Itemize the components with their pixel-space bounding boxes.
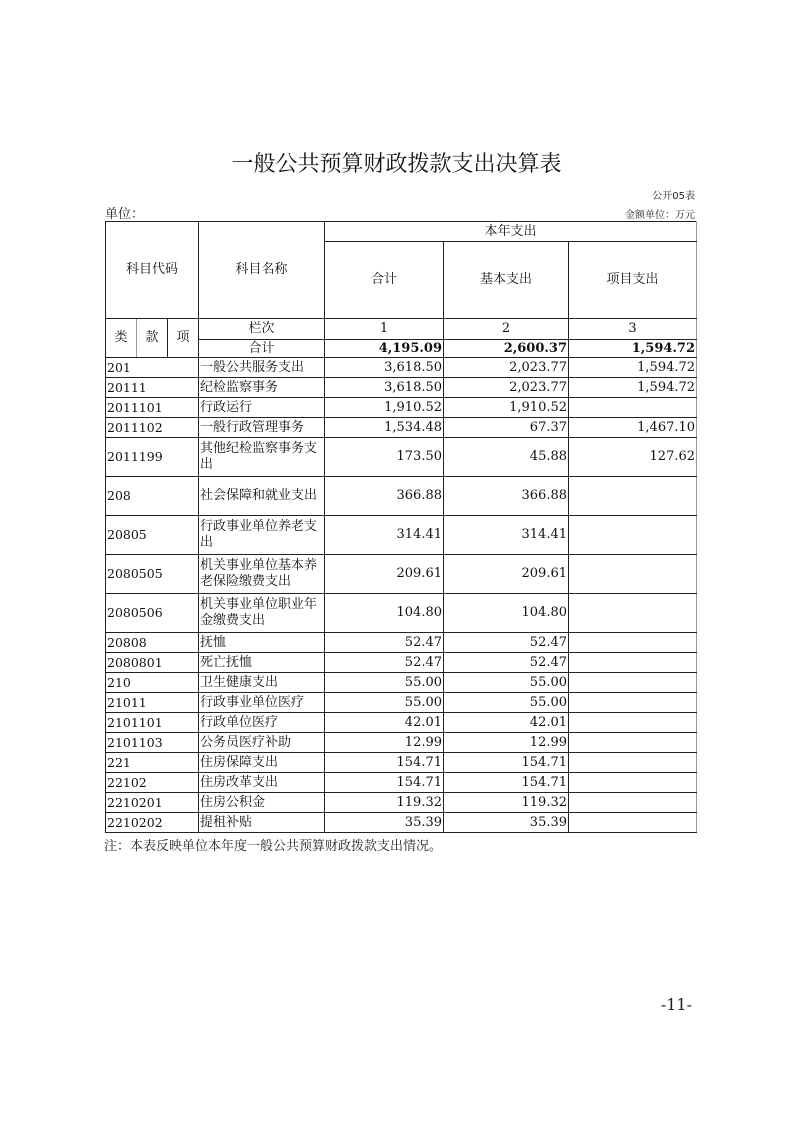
column-index-label: 栏次 (199, 319, 325, 340)
row-name: 一般公共服务支出 (199, 358, 325, 378)
header-item: 项 (168, 319, 199, 358)
row-total: 35.39 (325, 813, 444, 833)
table-row (106, 418, 697, 438)
row-code: 21011 (106, 693, 199, 713)
header-class: 类 (106, 319, 137, 358)
row-name: 住房公积金 (199, 793, 325, 813)
row-code: 2011199 (106, 438, 199, 477)
row-total: 12.99 (325, 733, 444, 753)
row-project (569, 398, 697, 418)
row-name: 行政事业单位医疗 (199, 693, 325, 713)
table-note: 注：本表反映单位本年度一般公共预算财政拨款支出情况。 (104, 839, 443, 854)
row-code: 2210202 (106, 813, 199, 833)
row-project (569, 673, 697, 693)
header-section: 款 (137, 319, 168, 358)
row-project (569, 516, 697, 555)
row-total: 1,910.52 (325, 398, 444, 418)
table-row (106, 653, 697, 673)
row-total: 1,534.48 (325, 418, 444, 438)
document-title: 一般公共预算财政拨款支出决算表 (231, 152, 562, 177)
table-row (106, 813, 697, 833)
row-total: 209.61 (325, 555, 444, 594)
row-total: 173.50 (325, 438, 444, 477)
header-total: 合计 (325, 242, 444, 319)
table-row (106, 378, 697, 398)
total-row-total: 4,195.09 (325, 340, 444, 358)
row-project: 127.62 (569, 438, 697, 477)
row-project (569, 713, 697, 733)
row-name: 死亡抚恤 (199, 653, 325, 673)
column-index-1: 1 (325, 319, 444, 340)
form-number: 公开05表 (652, 191, 695, 202)
row-total: 55.00 (325, 673, 444, 693)
row-code: 20111 (106, 378, 199, 398)
table-row (106, 693, 697, 713)
row-basic: 42.01 (444, 713, 569, 733)
row-project (569, 793, 697, 813)
row-code: 2011102 (106, 418, 199, 438)
table-row (106, 633, 697, 653)
table-row (106, 594, 697, 633)
row-basic: 209.61 (444, 555, 569, 594)
row-project (569, 693, 697, 713)
row-project (569, 555, 697, 594)
row-total: 3,618.50 (325, 378, 444, 398)
table-row (106, 438, 697, 477)
row-code: 22102 (106, 773, 199, 793)
table-row (106, 733, 697, 753)
row-total: 55.00 (325, 693, 444, 713)
page-number: -11- (660, 995, 692, 1014)
table-row (106, 713, 697, 733)
row-basic: 366.88 (444, 477, 569, 516)
row-code: 2080505 (106, 555, 199, 594)
row-code: 2101101 (106, 713, 199, 733)
header-project-expenditure: 项目支出 (569, 242, 697, 319)
row-name: 提租补贴 (199, 813, 325, 833)
row-name: 一般行政管理事务 (199, 418, 325, 438)
row-name: 行政运行 (199, 398, 325, 418)
row-total: 104.80 (325, 594, 444, 633)
row-total: 119.32 (325, 793, 444, 813)
row-name: 其他纪检监察事务支出 (199, 438, 325, 477)
row-total: 52.47 (325, 633, 444, 653)
row-code: 201 (106, 358, 199, 378)
table-row (106, 753, 697, 773)
row-basic: 104.80 (444, 594, 569, 633)
row-basic: 2,023.77 (444, 358, 569, 378)
total-row-project: 1,594.72 (569, 340, 697, 358)
unit-label: 单位： (105, 207, 145, 222)
row-basic: 314.41 (444, 516, 569, 555)
row-name: 卫生健康支出 (199, 673, 325, 693)
row-code: 20808 (106, 633, 199, 653)
row-name: 住房改革支出 (199, 773, 325, 793)
row-name: 行政事业单位养老支出 (199, 516, 325, 555)
row-project (569, 477, 697, 516)
row-name: 机关事业单位职业年金缴费支出 (199, 594, 325, 633)
row-basic: 154.71 (444, 753, 569, 773)
row-name: 纪检监察事务 (199, 378, 325, 398)
row-total: 42.01 (325, 713, 444, 733)
row-code: 2080801 (106, 653, 199, 673)
row-basic: 52.47 (444, 633, 569, 653)
row-name: 行政单位医疗 (199, 713, 325, 733)
row-project (569, 773, 697, 793)
column-index-3: 3 (569, 319, 697, 340)
row-project (569, 594, 697, 633)
row-basic: 1,910.52 (444, 398, 569, 418)
total-row-label: 合计 (199, 340, 325, 358)
row-project: 1,467.10 (569, 418, 697, 438)
row-basic: 154.71 (444, 773, 569, 793)
row-project (569, 813, 697, 833)
row-basic: 45.88 (444, 438, 569, 477)
row-code: 208 (106, 477, 199, 516)
table-row (106, 398, 697, 418)
row-total: 3,618.50 (325, 358, 444, 378)
table-row (106, 477, 697, 516)
row-project (569, 733, 697, 753)
row-basic: 35.39 (444, 813, 569, 833)
row-basic: 119.32 (444, 793, 569, 813)
header-subject-name: 科目名称 (199, 222, 325, 319)
row-total: 366.88 (325, 477, 444, 516)
table-row (106, 793, 697, 813)
row-project: 1,594.72 (569, 358, 697, 378)
row-name: 住房保障支出 (199, 753, 325, 773)
row-code: 221 (106, 753, 199, 773)
row-project: 1,594.72 (569, 378, 697, 398)
row-code: 2101103 (106, 733, 199, 753)
row-name: 社会保障和就业支出 (199, 477, 325, 516)
row-total: 154.71 (325, 773, 444, 793)
row-project (569, 633, 697, 653)
row-name: 机关事业单位基本养老保险缴费支出 (199, 555, 325, 594)
row-total: 154.71 (325, 753, 444, 773)
header-subject-code: 科目代码 (106, 222, 199, 319)
row-code: 2210201 (106, 793, 199, 813)
table-row (106, 358, 697, 378)
row-code: 2080506 (106, 594, 199, 633)
row-basic: 67.37 (444, 418, 569, 438)
row-code: 2011101 (106, 398, 199, 418)
column-index-2: 2 (444, 319, 569, 340)
expenditure-table (105, 221, 697, 833)
row-total: 314.41 (325, 516, 444, 555)
row-name: 公务员医疗补助 (199, 733, 325, 753)
row-code: 20805 (106, 516, 199, 555)
row-basic: 55.00 (444, 673, 569, 693)
amount-unit: 金额单位：万元 (625, 210, 695, 221)
header-current-year-expenditure: 本年支出 (325, 222, 697, 242)
table-row (106, 673, 697, 693)
table-row (106, 555, 697, 594)
table-row (106, 516, 697, 555)
row-basic: 2,023.77 (444, 378, 569, 398)
row-name: 抚恤 (199, 633, 325, 653)
total-row-basic: 2,600.37 (444, 340, 569, 358)
row-basic: 55.00 (444, 693, 569, 713)
row-project (569, 753, 697, 773)
header-basic-expenditure: 基本支出 (444, 242, 569, 319)
row-basic: 52.47 (444, 653, 569, 673)
row-code: 210 (106, 673, 199, 693)
row-basic: 12.99 (444, 733, 569, 753)
row-project (569, 653, 697, 673)
table-row (106, 773, 697, 793)
row-total: 52.47 (325, 653, 444, 673)
